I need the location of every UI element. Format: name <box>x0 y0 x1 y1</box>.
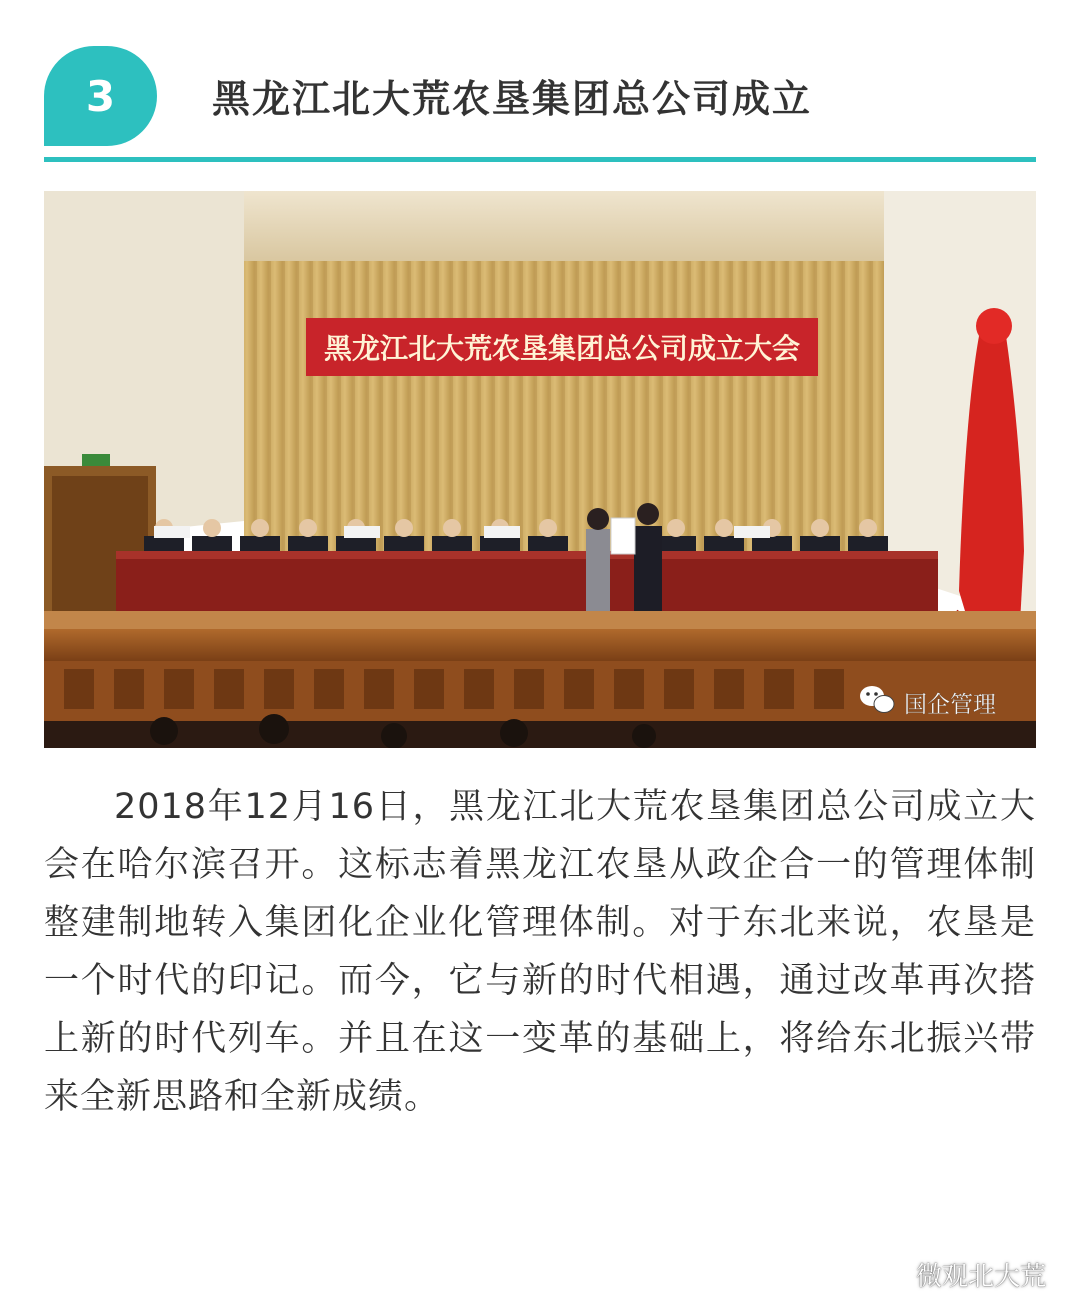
photo-watermark-text: 国企管理 <box>904 692 996 718</box>
wechat-icon <box>868 1258 906 1290</box>
footer-watermark <box>868 1254 1046 1294</box>
section-header <box>0 0 1080 165</box>
footer-watermark-text: 微观北大荒 <box>915 1261 1046 1292</box>
section-title: 黑龙江北大荒农垦集团总公司成立 <box>212 76 813 121</box>
ceremony-photo <box>44 191 1036 748</box>
section-number-badge <box>44 46 157 146</box>
banner-text: 黑龙江北大荒农垦集团总公司成立大会 <box>323 332 801 365</box>
article-paragraph: 2018年12月16日，黑龙江北大荒农垦集团总公司成立大会在哈尔滨召开。这标志着黑龙江农垦从政企合一的管理体制整建制地转入集团化企业化管理体制。对于东北来说，农垦是一个时代的印记。而今，它与新的时代相遇，通过改革再次搭上新的时代列车。并且在这一变革的基础上，将给东北振兴带来全新思路和全新成绩。 <box>44 787 1036 1117</box>
section-divider <box>44 157 1036 162</box>
section-number: 3 <box>85 71 116 121</box>
